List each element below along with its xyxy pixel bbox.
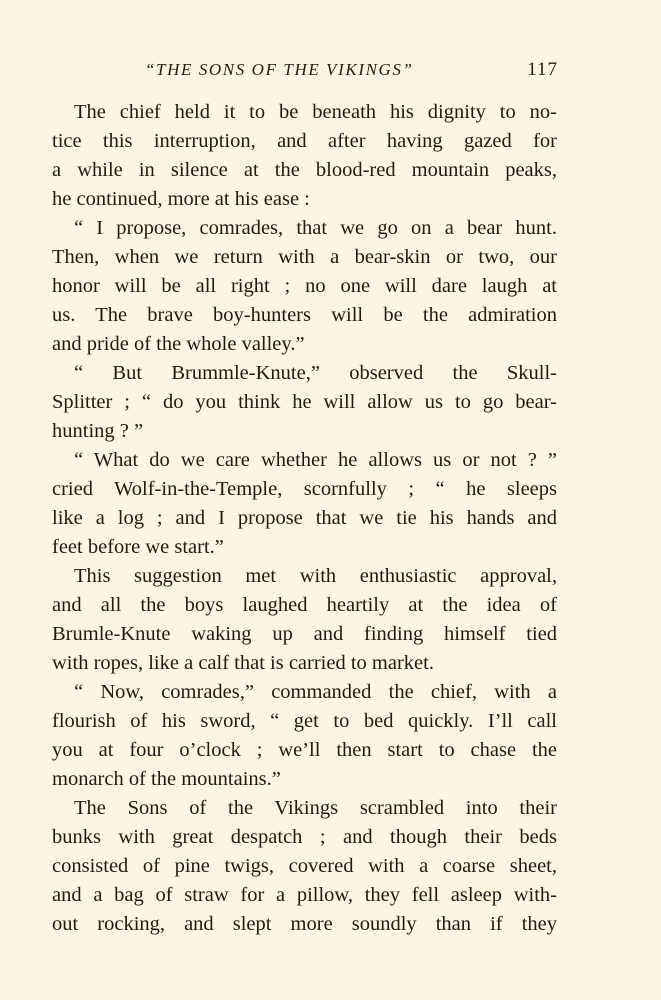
text-line: Then, when we return with a bear-skin or two, our: [52, 246, 557, 268]
text-line: and all the boys laughed heartily at the idea of: [52, 594, 557, 616]
text-line: tice this interruption, and after having gazed for: [52, 130, 557, 152]
text-line: cried Wolf-in-the-Temple, scornfully ; “ he sleeps: [52, 478, 557, 500]
text-line: and a bag of straw for a pillow, they fell asleep with-: [52, 884, 557, 906]
text-line: Brumle-Knute waking up and finding himself tied: [52, 623, 557, 645]
text-line: and pride of the whole valley.”: [52, 333, 305, 355]
text-line: like a log ; and I propose that we tie his hands and: [52, 507, 557, 529]
text-line: “ What do we care whether he allows us or not ? ”: [74, 449, 557, 471]
text-line: monarch of the mountains.”: [52, 768, 281, 790]
text-line: This suggestion met with enthusiastic approval,: [74, 565, 557, 587]
body-text: [52, 98, 557, 939]
running-head: [52, 60, 558, 88]
text-line: feet before we start.”: [52, 536, 224, 558]
text-line: he continued, more at his ease :: [52, 188, 310, 210]
text-line: hunting ? ”: [52, 420, 144, 442]
text-line: “ But Brummle-Knute,” observed the Skull-: [74, 362, 557, 384]
text-line: out rocking, and slept more soundly than if they: [52, 913, 557, 935]
text-line: a while in silence at the blood-red mountain peaks,: [52, 159, 557, 181]
text-line: The chief held it to be beneath his dignity to no-: [74, 101, 557, 123]
text-line: “ Now, comrades,” commanded the chief, with a: [74, 681, 557, 703]
text-line: you at four o’clock ; we’ll then start to chase the: [52, 739, 557, 761]
text-line: with ropes, like a calf that is carried to market.: [52, 652, 434, 674]
text-line: “ I propose, comrades, that we go on a bear hunt.: [74, 217, 557, 239]
text-line: Splitter ; “ do you think he will allow us to go bear-: [52, 391, 557, 413]
text-line: consisted of pine twigs, covered with a coarse sheet,: [52, 855, 557, 877]
page-number: 117: [527, 59, 558, 80]
text-line: honor will be all right ; no one will dare laugh at: [52, 275, 557, 297]
text-line: The Sons of the Vikings scrambled into their: [74, 797, 557, 819]
running-title: “THE SONS OF THE VIKINGS”: [145, 60, 414, 79]
text-line: flourish of his sword, “ get to bed quickly. I’ll call: [52, 710, 557, 732]
text-line: bunks with great despatch ; and though their beds: [52, 826, 557, 848]
text-line: us. The brave boy-hunters will be the admiration: [52, 304, 557, 326]
